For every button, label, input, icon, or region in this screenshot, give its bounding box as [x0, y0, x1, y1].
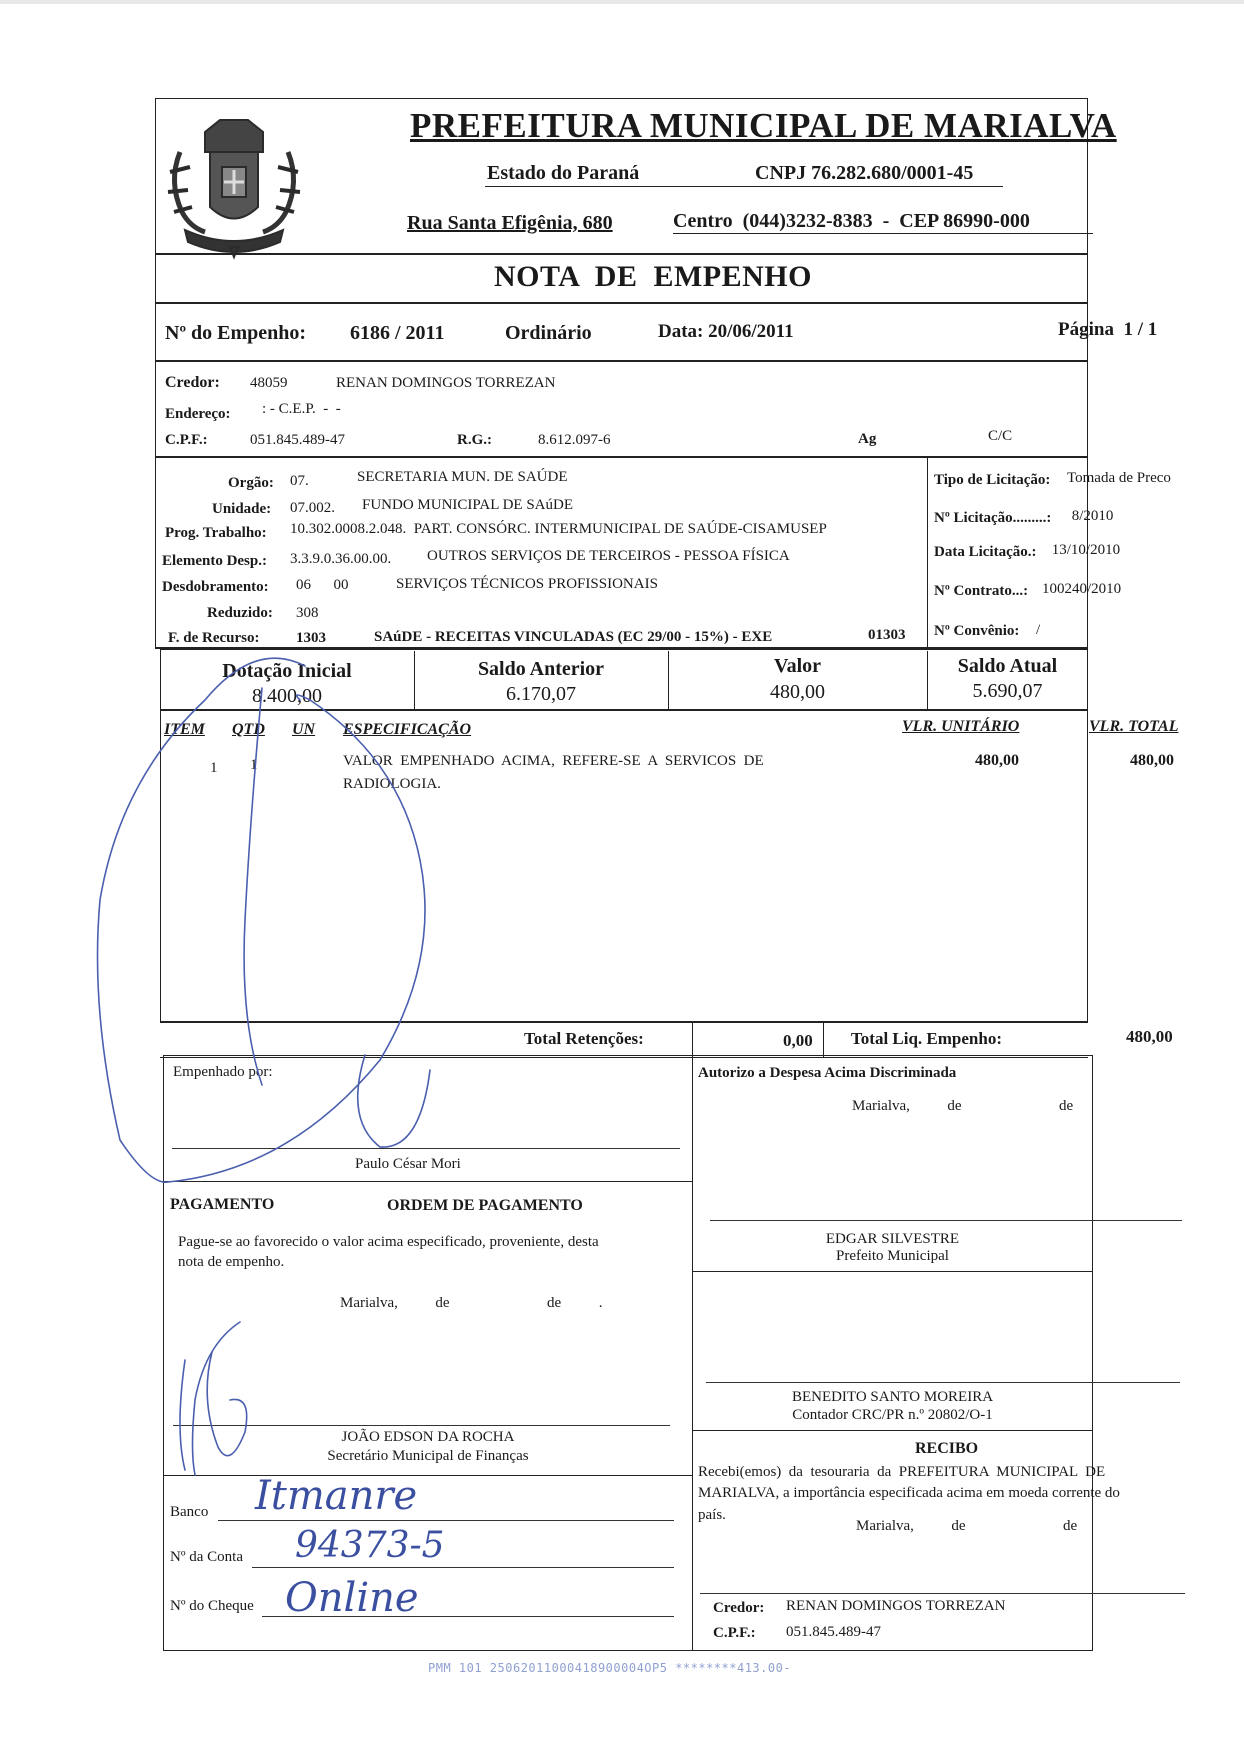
item-espec-line1: VALOR EMPENHADO ACIMA, REFERE-SE A SERVICOS DE: [343, 753, 764, 769]
ordem-pagamento-label: ORDEM DE PAGAMENTO: [387, 1197, 583, 1214]
col-qtd-header: QTD: [232, 721, 265, 738]
header-contact: Centro (044)3232-8383 - CEP 86990-000: [673, 210, 1030, 232]
empenho-num: 6186 / 2011: [350, 322, 445, 344]
empenho-num-label: Nº do Empenho:: [165, 322, 307, 344]
credor-label: Credor:: [165, 374, 220, 391]
secretario-name: JOÃO EDSON DA ROCHA: [341, 1429, 515, 1445]
empenhado-name: Paulo César Mori: [355, 1156, 461, 1172]
convenio-value: /: [1036, 622, 1041, 638]
item-espec-line2: RADIOLOGIA.: [343, 776, 441, 792]
col-espec-header: ESPECIFICAÇÃO: [343, 721, 472, 738]
elem-name: OUTROS SERVIÇOS DE TERCEIROS - PESSOA FÍSICA: [427, 548, 790, 564]
liq-empenho-label: Total Liq. Empenho:: [851, 1029, 1002, 1048]
autorizo-label: Autorizo a Despesa Acima Discriminada: [698, 1065, 957, 1081]
orgao-name: SECRETARIA MUN. DE SAÚDE: [357, 469, 568, 485]
col-item-header: ITEM: [164, 721, 205, 738]
contador-rule: [692, 1430, 1093, 1431]
recibo-credor-value: RENAN DOMINGOS TORREZAN: [786, 1598, 1006, 1614]
num-licitacao-label: Nº Licitação.........:: [934, 510, 1052, 526]
unidade-code: 07.002.: [290, 500, 335, 516]
prefeito-role: Prefeito Municipal: [836, 1248, 949, 1264]
orgao-label: Orgão:: [228, 475, 274, 491]
col-vlr-total-header: VLR. TOTAL: [1089, 718, 1179, 735]
totals-div-2: [823, 1022, 824, 1058]
endereco-value: : - C.E.P. - -: [262, 401, 341, 417]
banco-field[interactable]: [218, 1520, 674, 1521]
prefeito-name: EDGAR SILVESTRE: [825, 1231, 960, 1247]
header-rule-2: [673, 233, 1093, 234]
saldo-anterior-value: 6.170,07: [506, 683, 576, 705]
recurso-label: F. de Recurso:: [168, 630, 260, 646]
conta-label: Nº da Conta: [170, 1549, 243, 1565]
pagamento-text-line2: nota de empenho.: [178, 1254, 285, 1270]
ag-label: Ag: [858, 431, 877, 447]
endereco-label: Endereço:: [165, 406, 231, 422]
secretario-rule: [163, 1475, 693, 1476]
contrato-label: Nº Contrato...:: [934, 583, 1029, 599]
autorizo-rule: [692, 1271, 1093, 1272]
data-licitacao-value: 13/10/2010: [1048, 542, 1121, 558]
item-number: 1: [210, 760, 218, 776]
empenho-type: Ordinário: [505, 322, 592, 344]
totals-div-1: [692, 1022, 693, 1058]
desd-name: SERVIÇOS TÉCNICOS PROFISSIONAIS: [396, 576, 658, 592]
recibo-text-line1: Recebi(emos) da tesouraria da PREFEITURA MUNICIPAL DE: [698, 1464, 1106, 1480]
item-vlr-unit: 480,00: [975, 752, 1019, 769]
col-vlr-unit-header: VLR. UNITÁRIO: [902, 718, 1020, 735]
header-cnpj: CNPJ 76.282.680/0001-45: [755, 162, 974, 184]
recibo-sign-line: [700, 1593, 1185, 1594]
saldo-anterior-label: Saldo Anterior: [477, 658, 605, 680]
contador-role: Contador CRC/PR n.º 20802/O-1: [792, 1407, 993, 1423]
pagamento-place-date: Marialva, de de .: [340, 1295, 603, 1311]
cheque-label: Nº do Cheque: [170, 1598, 254, 1614]
empenho-date: Data: 20/06/2011: [658, 321, 794, 342]
retencoes-value: 0,00: [783, 1031, 813, 1050]
conta-field[interactable]: [252, 1567, 674, 1568]
recibo-place-date: Marialva, de de: [856, 1518, 1078, 1534]
elem-label: Elemento Desp.:: [162, 553, 267, 569]
item-qtd: 1: [250, 757, 258, 773]
liq-empenho-value: 480,00: [1126, 1027, 1173, 1046]
desd-label: Desdobramento:: [162, 579, 269, 595]
retencoes-label: Total Retenções:: [524, 1029, 644, 1048]
banco-value: Itmanre: [255, 1473, 418, 1519]
prefeito-sign-line: [710, 1220, 1182, 1221]
recibo-cpf-label: C.P.F.:: [713, 1625, 756, 1641]
conta-value: 94373-5: [295, 1525, 445, 1566]
unidade-name: FUNDO MUNICIPAL DE SAúDE: [362, 497, 573, 513]
rg-label: R.G.:: [457, 432, 492, 448]
prog-label: Prog. Trabalho:: [165, 525, 267, 541]
scan-edge: [0, 0, 1244, 4]
col-un-header: UN: [292, 721, 316, 738]
saldo-atual-value: 5.690,07: [972, 680, 1043, 702]
autorizo-place-date: Marialva, de de: [852, 1098, 1074, 1114]
cpf-value: 051.845.489-47: [250, 432, 345, 448]
empenhado-label: Empenhado por:: [173, 1064, 273, 1080]
pagamento-text-line1: Pague-se ao favorecido o valor acima especificado, proveniente, desta: [178, 1234, 599, 1250]
data-licitacao-label: Data Licitação.:: [934, 544, 1037, 560]
footer-stamp: PMM 101 25062011000418900004OP5 ********413.00-: [428, 1661, 792, 1675]
cpf-label: C.P.F.:: [165, 432, 208, 448]
tipo-licitacao-label: Tipo de Licitação:: [934, 472, 1051, 488]
convenio-label: Nº Convênio:: [934, 623, 1020, 639]
header-street: Rua Santa Efigênia, 680: [407, 212, 613, 234]
dotacao-bottom-rule: [155, 647, 1088, 648]
recibo-text-line3: país.: [698, 1507, 726, 1523]
dotacao-divider: [927, 458, 928, 648]
totals-top-rule: [160, 1022, 1088, 1023]
recibo-label: RECIBO: [915, 1440, 979, 1457]
credor-name: RENAN DOMINGOS TORREZAN: [336, 375, 556, 391]
secretario-sign-line: [173, 1425, 670, 1426]
empenho-page: Página 1 / 1: [1058, 319, 1158, 340]
elem-code: 3.3.9.0.36.00.00.: [290, 551, 392, 567]
recurso-name: SAúDE - RECEITAS VINCULADAS (EC 29/00 - 15%) - EXE: [374, 629, 773, 645]
header-state: Estado do Paraná: [487, 162, 640, 184]
empenhado-bottom-rule: [163, 1181, 693, 1182]
recurso-code2: 01303: [868, 627, 906, 643]
cc-label: C/C: [988, 428, 1013, 444]
tipo-licitacao-value: Tomada de Preco: [1067, 470, 1171, 486]
saldo-atual-label: Saldo Atual: [957, 655, 1058, 677]
pagamento-label: PAGAMENTO: [170, 1196, 275, 1213]
contador-sign-line: [706, 1382, 1180, 1383]
contador-name: BENEDITO SANTO MOREIRA: [791, 1389, 994, 1405]
unidade-label: Unidade:: [212, 501, 272, 517]
dotacao-inicial-label: Dotação Inicial: [222, 660, 352, 682]
credor-code: 48059: [250, 375, 288, 391]
valor-label: Valor: [773, 655, 822, 677]
cheque-value: Online: [285, 1575, 419, 1621]
num-licitacao-value: 8/2010: [1068, 508, 1114, 524]
valor-value: 480,00: [770, 681, 825, 703]
reduzido-value: 308: [296, 605, 319, 621]
recibo-credor-label: Credor:: [713, 1600, 765, 1616]
empenhado-sign-line: [172, 1148, 680, 1149]
reduzido-label: Reduzido:: [207, 605, 273, 621]
header-title: PREFEITURA MUNICIPAL DE MARIALVA: [410, 106, 1117, 145]
rg-value: 8.612.097-6: [538, 432, 611, 448]
recibo-cpf-value: 051.845.489-47: [786, 1624, 881, 1640]
header-rule-1: [485, 186, 1003, 187]
recurso-code: 1303: [296, 630, 326, 646]
contrato-value: 100240/2010: [1042, 581, 1122, 597]
recibo-text-line2: MARIALVA, a importância especificada acima em moeda corrente do: [698, 1485, 1120, 1501]
lower-center-divider: [692, 1056, 693, 1650]
banco-label: Banco: [170, 1504, 209, 1520]
dotacao-inicial-value: 8.400,00: [252, 685, 322, 707]
item-vlr-total: 480,00: [1130, 752, 1174, 769]
doc-title: NOTA DE EMPENHO: [494, 260, 812, 293]
secretario-role: Secretário Municipal de Finanças: [327, 1448, 529, 1464]
desd-code: 06 00: [296, 577, 349, 593]
orgao-code: 07.: [290, 473, 309, 489]
coat-of-arms-logo: [160, 112, 308, 260]
prog-value: 10.302.0008.2.048. PART. CONSÓRC. INTERMUNICIPAL DE SAÚDE-CISAMUSEP: [290, 521, 827, 537]
